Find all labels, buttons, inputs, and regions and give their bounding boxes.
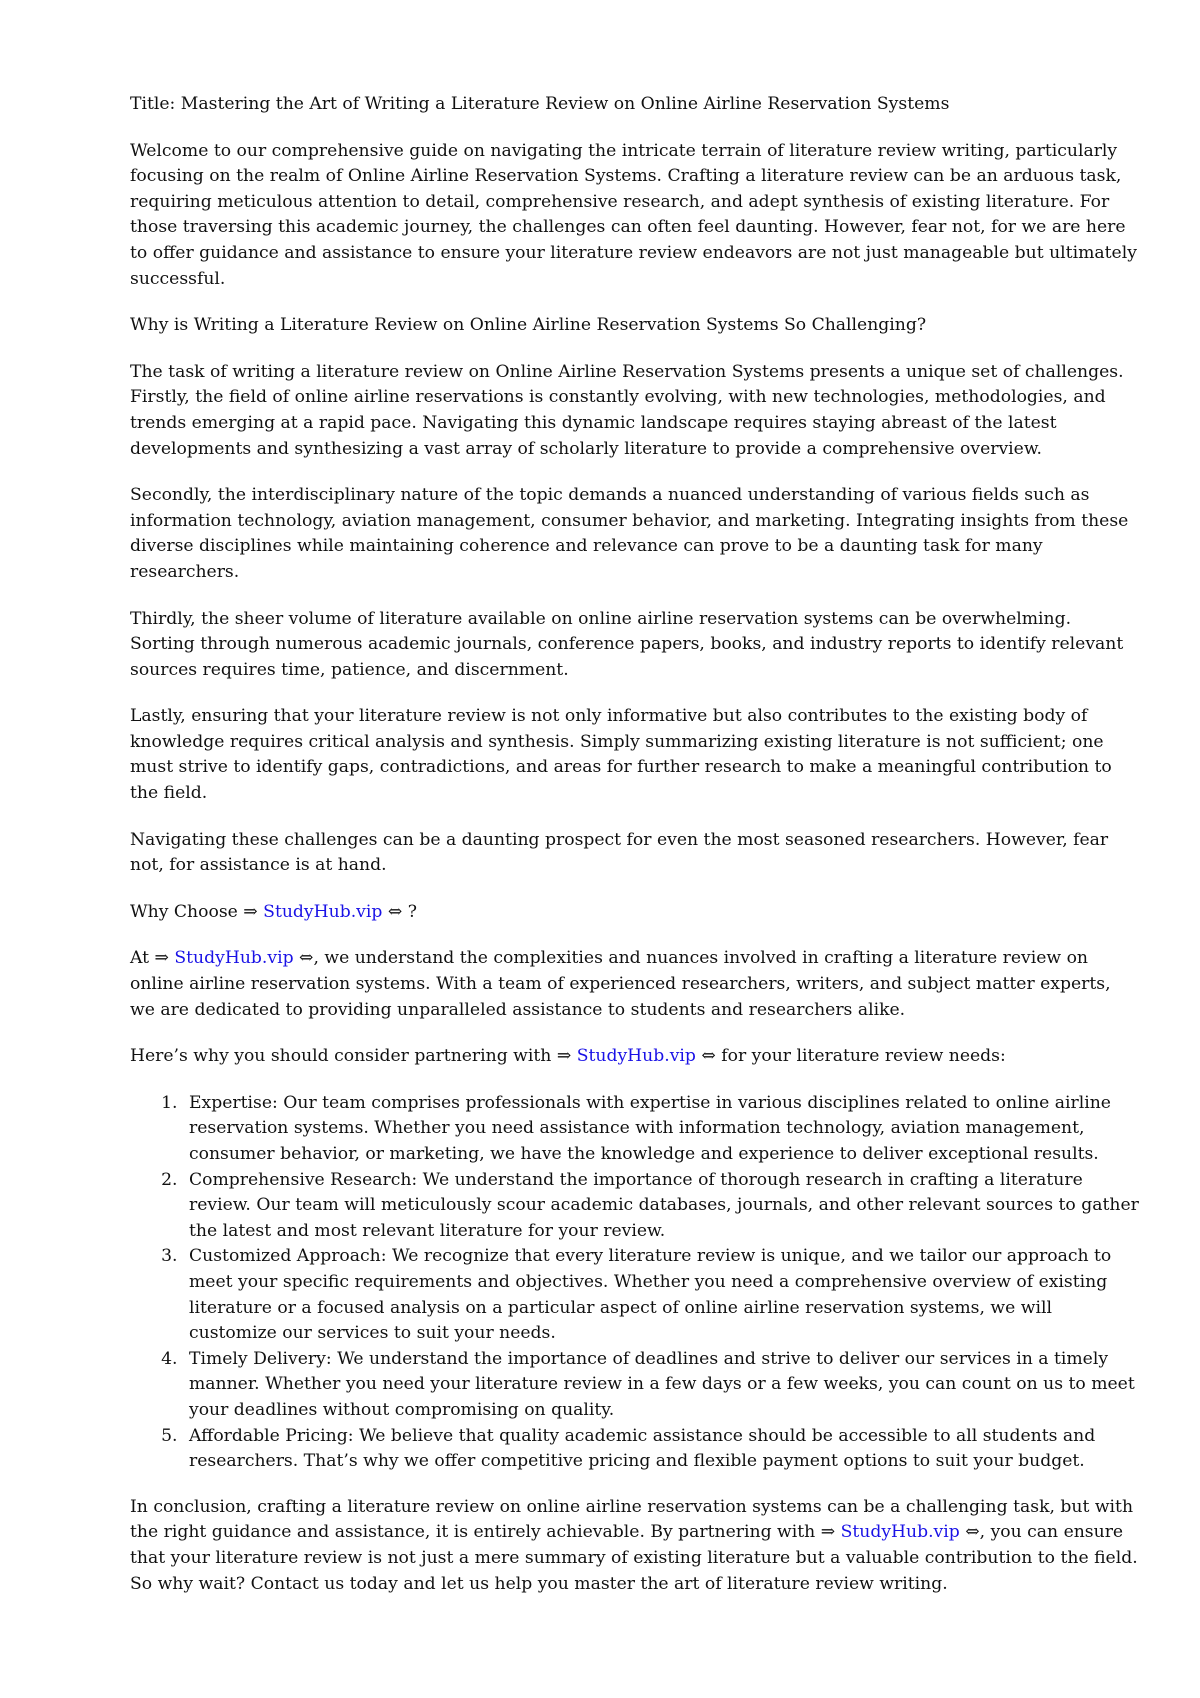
partner-suffix: for your literature review needs:: [721, 1046, 1006, 1067]
why-choose-heading: [130, 900, 1140, 926]
right-arrow-icon: ⇒: [820, 1522, 836, 1543]
about-prefix: At: [130, 948, 150, 969]
list-item-research: 2. Comprehensive Research: We understand the importance of thorough research in crafting a literature review. Our team will meticulously scour academic databases, journals, and other relevant sources to gather the latest and most relevant literature for your review.: [183, 1168, 1140, 1245]
conclusion-prefix: In conclusion, crafting a literature review on online airline reservation systems can be a challenging task, but with the right guidance and assistance, it is entirely achievable. By partnering with: [130, 1496, 1134, 1543]
list-item-pricing: 5. Affordable Pricing: We believe that quality academic assistance should be accessible to all students and researchers. That’s why we offer competitive pricing and flexible payment options to suit your budget.: [183, 1424, 1140, 1475]
studyhub-link[interactable]: StudyHub.vip: [576, 1046, 696, 1067]
list-item-customized: 3. Customized Approach: We recognize that every literature review is unique, and we tailor our approach to meet your specific requirements and objectives. Whether you need a comprehensive overview of existing literature or a focused analysis on a particular aspect of online airline reservation systems, we will customize our services to suit your needs.: [183, 1244, 1140, 1346]
challenges-heading: Why is Writing a Literature Review on Online Airline Reservation Systems So Challenging?: [130, 315, 927, 336]
list-item-delivery: 4. Timely Delivery: We understand the importance of deadlines and strive to deliver our services in a timely manner. Whether you need your literature review in a few days or a few weeks, you can count on us to meet your deadlines without compromising on quality.: [183, 1347, 1140, 1424]
studyhub-link[interactable]: StudyHub.vip: [263, 901, 383, 922]
right-arrow-icon: ⇒: [154, 948, 169, 969]
studyhub-link[interactable]: StudyHub.vip: [174, 948, 294, 969]
intro-paragraph: Welcome to our comprehensive guide on navigating the intricate terrain of literature review writing, particularly focusing on the realm of Online Airline Reservation Systems. Crafting a literature review can be an arduous task, requiring meticulous attention to detail, comprehensive research, and adept synthesis of existing literature. For those traversing this academic journey, the challenges can often feel daunting. However, fear not, for we are here to offer guidance and assistance to ensure your literature review endeavors are not just manageable but ultimately successful.: [130, 140, 1137, 289]
challenge-paragraph-firstly: The task of writing a literature review on Online Airline Reservation Systems presents a unique set of challenges. Firstly, the field of online airline reservations is constantly evolving, with new technologies, methodologies, and trends emerging at a rapid pace. Navigating this dynamic landscape requires staying abreast of the latest developments and synthesizing a vast array of scholarly literature to provide a comprehensive overview.: [130, 361, 1124, 459]
conclusion-suffix: , you can ensure that your literature review is not just a mere summary of existing literature but a valuable contribution to the field. So why wait? Contact us today and let us help you master the art of literature review writing.: [130, 1522, 1138, 1594]
challenge-paragraph-secondly: Secondly, the interdisciplinary nature of the topic demands a nuanced understanding of various fields such as information technology, aviation management, consumer behavior, and marketing. Integrating insights from these diverse disciplines while maintaining coherence and relevance can prove to be a daunting task for many researchers.: [130, 485, 1129, 582]
right-arrow-icon: ⇒: [556, 1046, 572, 1067]
double-arrow-icon: ⇔: [387, 901, 403, 922]
about-paragraph: [130, 946, 1140, 1023]
partner-paragraph: [130, 1044, 1140, 1070]
double-arrow-icon: ⇔: [701, 1046, 716, 1067]
double-arrow-icon: ⇔: [965, 1522, 980, 1543]
conclusion-paragraph: [130, 1495, 1140, 1597]
list-item-expertise: 1. Expertise: Our team comprises professionals with expertise in various disciplines related to online airline reservation systems. Whether you need assistance with information technology, aviation management, consumer behavior, or marketing, we have the knowledge and experience to deliver exceptional results.: [183, 1091, 1140, 1168]
studyhub-link[interactable]: StudyHub.vip: [840, 1522, 960, 1543]
challenge-paragraph-thirdly: Thirdly, the sheer volume of literature available on online airline reservation systems can be overwhelming. Sorting through numerous academic journals, conference papers, books, and industry reports to identify relevant sources requires time, patience, and discernment.: [130, 608, 1124, 680]
why-choose-suffix: ?: [407, 901, 417, 922]
reasons-list: [130, 1091, 1140, 1475]
challenge-paragraph-lastly: Lastly, ensuring that your literature review is not only informative but also contributes to the existing body of knowledge requires critical analysis and synthesis. Simply summarizing existing literature is not sufficient; one must strive to identify gaps, contradictions, and areas for further research to make a meaningful contribution to the field.: [130, 706, 1112, 804]
document-title: Title: Mastering the Art of Writing a Literature Review on Online Airline Reservation Systems: [130, 94, 950, 114]
partner-prefix: Here’s why you should consider partnering with: [130, 1046, 552, 1067]
why-choose-prefix: Why Choose: [130, 901, 238, 922]
about-suffix: , we understand the complexities and nuances involved in crafting a literature review on online airline reservation systems. With a team of experienced researchers, writers, and subject matter experts, we are dedicated to providing unparalleled assistance to students and researchers alike.: [130, 948, 1111, 1020]
navigating-paragraph: Navigating these challenges can be a daunting prospect for even the most seasoned researchers. However, fear not, for assistance is at hand.: [130, 829, 1109, 876]
right-arrow-icon: ⇒: [243, 901, 258, 922]
double-arrow-icon: ⇔: [299, 948, 314, 969]
